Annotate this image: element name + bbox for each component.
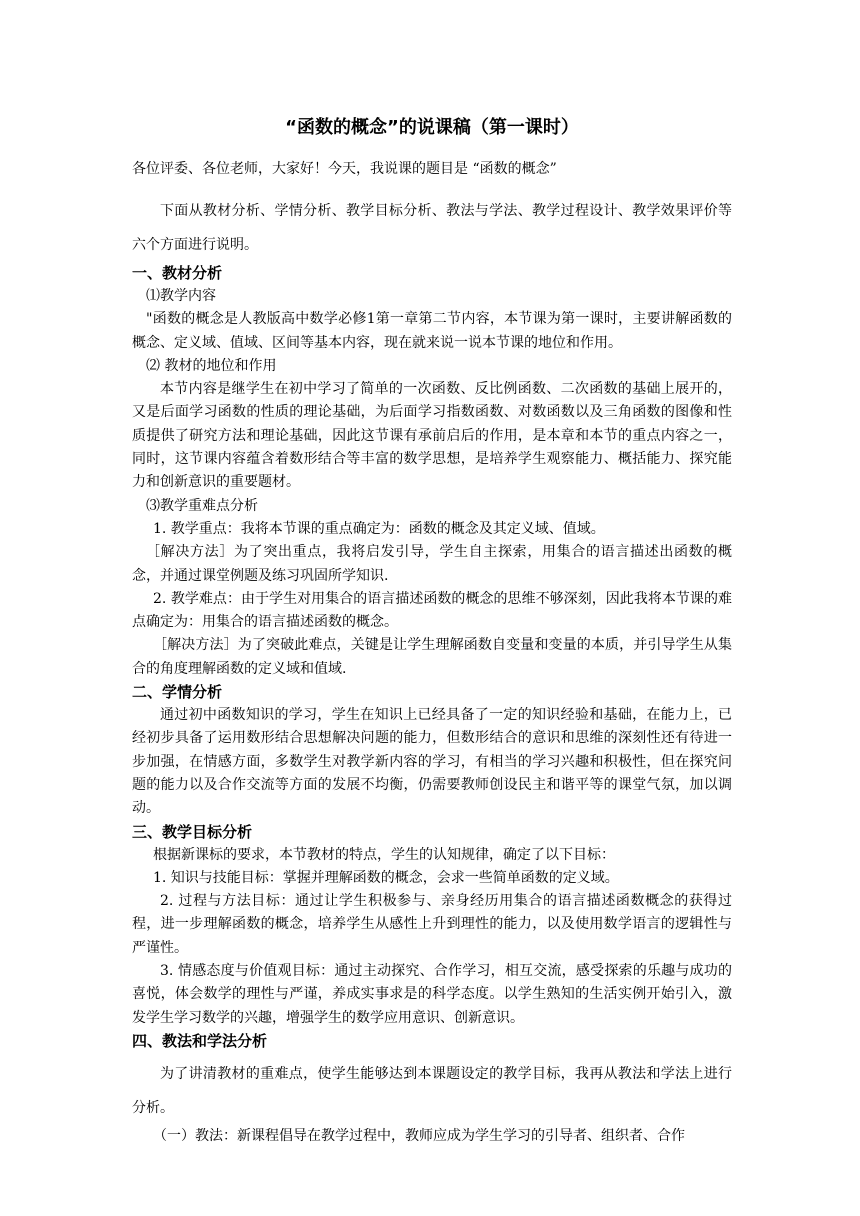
key-point-method-paragraph: ［解决方法］为了突出重点，我将启发引导，学生自主探索，用集合的语言描述出函数的概念，并通过课堂例题及练习巩固所学知识.	[132, 544, 732, 584]
key-point-paragraph: 1. 教学重点：我将本节课的重点确定为：函数的概念及其定义域、值域。	[153, 520, 605, 537]
teaching-goals-intro: 根据新课标的要求，本节教材的特点，学生的认知规律，确定了以下目标：	[153, 846, 615, 863]
subheading-teaching-content: ⑴教学内容	[146, 288, 216, 304]
textbook-position-paragraph: 本节内容是继学生在初中学习了简单的一次函数、反比例函数、二次函数的基础上展开的，又是后面学习函数的性质的理论基础，为后面学习指数函数、对数函数以及三角函数的图像和性质提供了研究方法和理论基础，因此这节课有承前启后的作用，是本章和本节的重点内容之一，同时，这节课内容蕴含着数形结合等丰富的数学思想，是培养学生观察能力、概括能力、探究能力和创新意识的重要题材。	[132, 381, 732, 491]
goal-knowledge-skills: 1. 知识与技能目标：掌握并理解函数的概念，会求一些简单函数的定义域。	[153, 869, 619, 886]
methods-intro-paragraph: 为了讲清教材的重难点，使学生能够达到本课题设定的教学目标，我再从教法和学法上进行分析。	[132, 1065, 732, 1116]
section-heading-textbook-analysis: 一、教材分析	[132, 264, 223, 282]
teaching-content-paragraph: "函数的概念是人教版高中数学必修1第一章第二节内容，本节课为第一课时，主要讲解函数的概念、定义域、值域、区间等基本内容，现在就来说一说本节课的地位和作用。	[132, 311, 732, 351]
section-heading-teaching-goals: 三、教学目标分析	[132, 822, 253, 841]
section-heading-methods-analysis: 四、教法和学法分析	[132, 1031, 268, 1050]
greeting-paragraph: 各位评委、各位老师，大家好！今天，我说课的题目是 “函数的概念”	[132, 161, 557, 177]
document-page	[132, 112, 732, 1148]
goal-emotion-values: 3. 情感态度与价值观目标：通过主动探究、合作学习，相互交流，感受探索的乐趣与成功的喜悦，体会数学的理性与严谨，养成实事求是的科学态度。以学生熟知的生活实例开始引入，激发学生学习数学的兴趣，增强学生的数学应用意识、创新意识。	[132, 963, 732, 1026]
section-heading-student-analysis: 二、学情分析	[132, 683, 223, 702]
overview-paragraph: 下面从教材分析、学情分析、教学目标分析、教法与学法、教学过程设计、教学效果评价等六个方面进行说明。	[132, 203, 732, 253]
subheading-textbook-position: ⑵ 教材的地位和作用	[146, 357, 277, 374]
difficult-point-method-paragraph: ［解决方法］为了突破此难点，关键是让学生理解函数自变量和变量的本质，并引导学生从集合的角度理解函数的定义域和值域.	[132, 637, 732, 677]
document-title: “函数的概念”的说课稿（第一课时）	[285, 117, 579, 138]
student-analysis-paragraph: 通过初中函数知识的学习，学生在知识上已经具备了一定的知识经验和基础，在能力上，已经初步具备了运用数形结合思想解决问题的能力，但数形结合的意识和思维的深刻性还有待进一步加强，在情感方面，多数学生对教学新内容的学习，有相当的学习兴趣和积极性，但在探究问题的能力以及合作交流等方面的发展不均衡，仍需要教师创设民主和谐平等的课堂气氛，加以调动。	[132, 707, 732, 817]
difficult-point-paragraph: 2. 教学难点：由于学生对用集合的语言描述函数的概念的思维不够深刻，因此我将本节课的难点确定为：用集合的语言描述函数的概念。	[132, 590, 732, 631]
teaching-method-paragraph: （一）教法：新课程倡导在教学过程中，教师应成为学生学习的引导者、组织者、合作	[153, 1127, 685, 1144]
subheading-key-difficult-points: ⑶教学重难点分析	[146, 497, 258, 514]
goal-process-methods: 2. 过程与方法目标：通过让学生积极参与、亲身经历用集合的语言描述函数概念的获得过程，进一步理解函数的概念，培养学生从感性上升到理性的能力，以及使用数学语言的逻辑性与严谨性。	[132, 893, 732, 956]
